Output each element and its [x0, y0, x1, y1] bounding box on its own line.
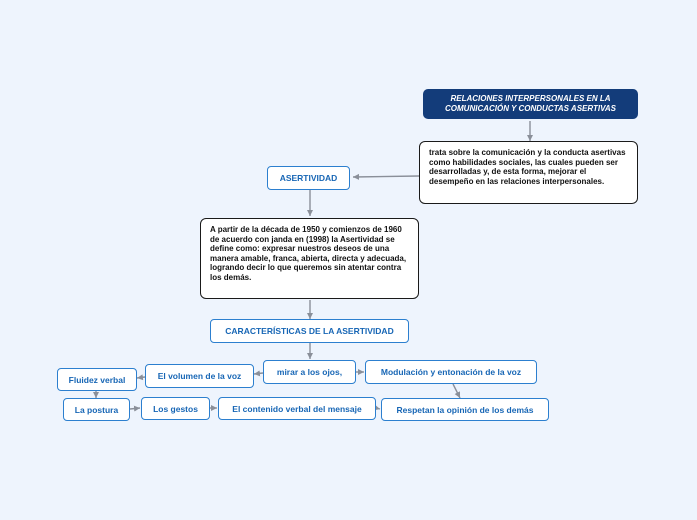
fluidez-label: Fluidez verbal: [68, 374, 126, 385]
gestos-node[interactable]: [141, 397, 210, 420]
asertividad-node[interactable]: [267, 166, 350, 190]
volumen-node[interactable]: [145, 364, 254, 388]
contenido-node[interactable]: [218, 397, 376, 420]
definicion-textbox[interactable]: [200, 218, 419, 299]
gestos-label: Los gestos: [153, 403, 198, 414]
asertividad-label: ASERTIVIDAD: [279, 173, 338, 183]
respetan-node[interactable]: [381, 398, 549, 421]
volumen-label: El volumen de la voz: [157, 371, 242, 381]
connector-mirar-volumen: [254, 373, 263, 374]
intro-textbox[interactable]: [419, 141, 638, 204]
definicion-text: A partir de la década de 1950 y comienzos de 1960 de acuerdo con janda en (1998) la Asertividad se define como: expresar nuestros deseos de una manera amable, franca, abierta, directa y adecuada, logrando decir lo que queremos sin atentar contra los demás.: [210, 225, 407, 282]
postura-node[interactable]: [63, 398, 130, 421]
mirar-label: mirar a los ojos,: [276, 367, 343, 377]
connector-intro-asertividad: [353, 176, 419, 177]
mirar-node[interactable]: [263, 360, 356, 384]
respetan-label: Respetan la opinión de los demás: [396, 404, 534, 415]
connector-postura-gestos: [130, 408, 140, 409]
caracteristicas-node[interactable]: [210, 319, 409, 343]
modulacion-label: Modulación y entonación de la voz: [380, 367, 522, 377]
connector-volumen-fluidez: [137, 377, 145, 378]
caracteristicas-label: CARACTERÍSTICAS DE LA ASERTIVIDAD: [225, 326, 394, 336]
intro-text: trata sobre la comunicación y la conducta asertivas como habilidades sociales, las cuales pueden ser desarrolladas y, de esta forma, mejorar el desempeño en las relaciones interpersonales.: [429, 148, 626, 186]
root-topic-text: RELACIONES INTERPERSONALES EN LA COMUNICACIÓN Y CONDUCTAS ASERTIVAS: [445, 94, 616, 113]
postura-label: La postura: [74, 404, 119, 415]
modulacion-node[interactable]: [365, 360, 537, 384]
connector-contenido-respetan: [376, 408, 380, 409]
connector-modulacion-respetan: [453, 384, 460, 398]
root-topic[interactable]: [423, 89, 638, 119]
contenido-label: El contenido verbal del mensaje: [232, 403, 362, 414]
fluidez-node[interactable]: [57, 368, 137, 391]
